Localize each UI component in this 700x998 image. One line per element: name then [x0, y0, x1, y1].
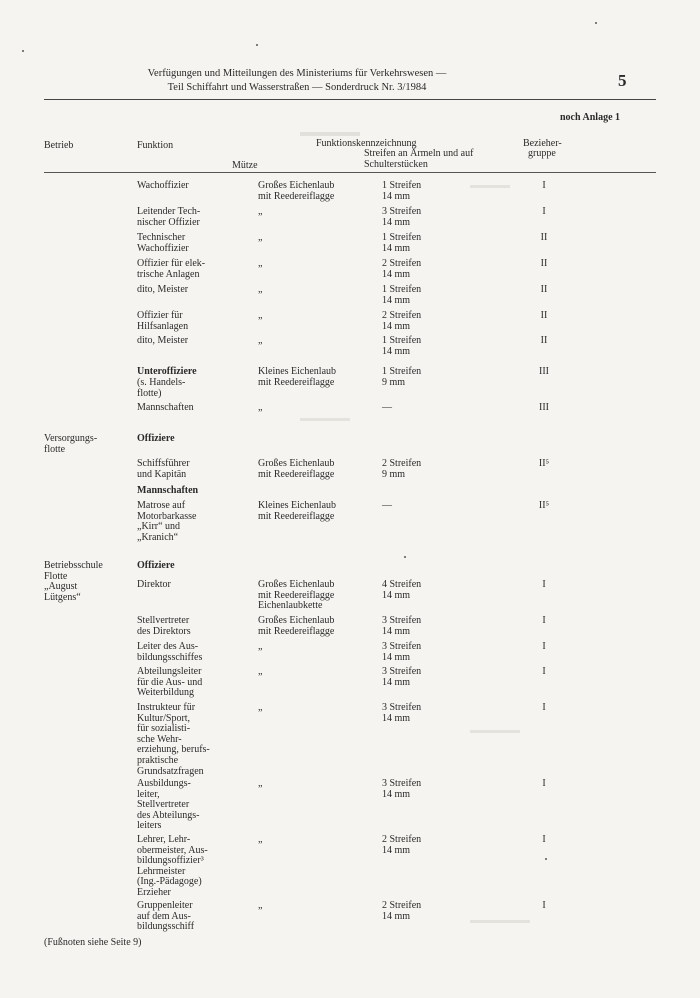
cell-bezieher-gruppe: II⁵	[538, 500, 550, 511]
cell-funktion: Direktor	[137, 579, 171, 590]
cell-mutze: „	[258, 284, 263, 295]
page-number: 5	[618, 71, 627, 90]
page-header-line-2: Teil Schiffahrt und Wasserstraßen — Sonderdruck Nr. 3/1984	[167, 82, 427, 93]
cell-funktion: Technischer Wachoffizier	[137, 232, 189, 254]
cell-bezieher-gruppe: I	[542, 579, 546, 590]
cell-bezieher-gruppe: I	[542, 641, 546, 652]
footnote: (Fußnoten siehe Seite 9)	[44, 937, 142, 948]
cell-mutze: Großes Eichenlaub mit Reedereiflagge	[258, 615, 335, 637]
header-rule	[44, 99, 656, 100]
dust-speck	[545, 858, 547, 860]
annex-label: noch Anlage 1	[560, 112, 621, 123]
cell-funktion: Ausbildungs- leiter, Stellvertreter des Abteilungs- leiters	[137, 778, 200, 832]
cell-mutze: „	[258, 402, 263, 413]
dust-speck	[256, 44, 258, 46]
column-header-bezieher-line-1: Bezieher-	[523, 138, 562, 149]
show-through-mark	[470, 920, 530, 923]
cell-funktion: Gruppenleiter auf dem Aus- bildungsschiff	[137, 900, 195, 933]
cell-funktion: Wachoffizier	[137, 180, 189, 191]
cell-betrieb: Versorgungs- flotte	[44, 433, 98, 455]
cell-streifen: 2 Streifen 14 mm	[382, 900, 422, 922]
cell-mutze: Großes Eichenlaub mit Reedereiflagge Eichenlaubkette	[258, 579, 335, 612]
cell-mutze: „	[258, 666, 263, 677]
cell-bezieher-gruppe: II	[540, 335, 548, 346]
cell-mutze: „	[258, 702, 263, 713]
column-header-streifen-line-1: Streifen an Ärmeln und auf	[364, 148, 474, 159]
cell-bezieher-gruppe: II	[540, 258, 548, 269]
cell-funktion: Offizier für Hilfsanlagen	[137, 310, 189, 332]
cell-mutze: „	[258, 900, 263, 911]
cell-betrieb: Betriebsschule Flotte „August Lütgens“	[44, 560, 103, 603]
cell-streifen: 1 Streifen 9 mm	[382, 366, 422, 388]
show-through-mark	[300, 418, 350, 421]
column-header-bezieher-line-2: gruppe	[528, 148, 556, 159]
column-header-kennzeichnung: Funktionskennzeichnung	[316, 138, 417, 149]
cell-streifen: 4 Streifen 14 mm	[382, 579, 422, 601]
cell-mutze: „	[258, 310, 263, 321]
cell-funktion: Leiter des Aus- bildungsschiffes	[137, 641, 203, 663]
column-header-funktion: Funktion	[137, 140, 174, 151]
cell-bezieher-gruppe: III	[539, 402, 549, 413]
cell-bezieher-gruppe: I	[542, 778, 546, 789]
column-header-mutze: Mütze	[232, 160, 258, 171]
show-through-mark	[300, 132, 360, 136]
cell-streifen: 3 Streifen 14 mm	[382, 206, 422, 228]
cell-funktion: Mannschaften	[137, 402, 194, 413]
cell-mutze: „	[258, 206, 263, 217]
show-through-mark	[470, 185, 510, 188]
cell-streifen: 1 Streifen 14 mm	[382, 335, 422, 357]
cell-mutze: Großes Eichenlaub mit Reedereiflagge	[258, 458, 335, 480]
cell-funktion: Leitender Tech- nischer Offizier	[137, 206, 201, 228]
cell-streifen: 3 Streifen 14 mm	[382, 666, 422, 688]
cell-streifen: 2 Streifen 14 mm	[382, 258, 422, 280]
cell-bezieher-gruppe: I	[542, 615, 546, 626]
cell-streifen: —	[382, 500, 392, 511]
dust-speck	[404, 556, 406, 558]
page-header-line-1: Verfügungen und Mitteilungen des Ministeriums für Verkehrswesen —	[147, 68, 447, 79]
cell-bezieher-gruppe: II	[540, 284, 548, 295]
cell-funktion: dito, Meister	[137, 335, 189, 346]
cell-funktion: Abteilungsleiter für die Aus- und Weiterbildung	[137, 666, 203, 699]
cell-funktion: Offizier für elek- trische Anlagen	[137, 258, 206, 280]
cell-streifen: 3 Streifen 14 mm	[382, 702, 422, 724]
cell-bezieher-gruppe: I	[542, 834, 546, 845]
cell-funktion: Schiffsführer und Kapitän	[137, 458, 190, 480]
cell-mutze: „	[258, 641, 263, 652]
cell-mutze: „	[258, 232, 263, 243]
cell-funktion-note: (s. Handels- flotte)	[137, 377, 186, 399]
cell-funktion: Instrukteur für Kultur/Sport, für sozialisti- sche Wehr- erziehung, berufs- praktische Grundsatzfragen	[137, 702, 210, 777]
cell-streifen: 2 Streifen 14 mm	[382, 310, 422, 332]
cell-funktion: Mannschaften	[137, 485, 199, 496]
cell-bezieher-gruppe: II	[540, 232, 548, 243]
cell-streifen: 1 Streifen 14 mm	[382, 284, 422, 306]
cell-bezieher-gruppe: I	[542, 702, 546, 713]
cell-streifen: 3 Streifen 14 mm	[382, 641, 422, 663]
cell-bezieher-gruppe: I	[542, 900, 546, 911]
cell-funktion: Offiziere	[137, 560, 175, 571]
cell-streifen: 2 Streifen 9 mm	[382, 458, 422, 480]
cell-mutze: „	[258, 834, 263, 845]
cell-bezieher-gruppe: I	[542, 206, 546, 217]
cell-funktion: dito, Meister	[137, 284, 189, 295]
cell-streifen: 1 Streifen 14 mm	[382, 180, 422, 202]
cell-mutze: Kleines Eichenlaub mit Reedereiflagge	[258, 366, 337, 388]
cell-bezieher-gruppe: II	[540, 310, 548, 321]
cell-streifen: 3 Streifen 14 mm	[382, 615, 422, 637]
cell-mutze: „	[258, 258, 263, 269]
dust-speck	[22, 50, 24, 52]
cell-funktion: Matrose auf Motorbarkasse „Kirr“ und „Kranich“	[137, 500, 197, 543]
cell-streifen: 1 Streifen 14 mm	[382, 232, 422, 254]
cell-funktion: Unteroffiziere	[137, 366, 197, 377]
cell-mutze: Großes Eichenlaub mit Reedereiflagge	[258, 180, 335, 202]
cell-bezieher-gruppe: II⁵	[538, 458, 550, 469]
cell-bezieher-gruppe: III	[539, 366, 549, 377]
cell-mutze: „	[258, 778, 263, 789]
cell-streifen: —	[382, 402, 392, 413]
cell-bezieher-gruppe: I	[542, 180, 546, 191]
cell-funktion: Stellvertreter des Direktors	[137, 615, 191, 637]
cell-funktion: Offiziere	[137, 433, 175, 444]
cell-streifen: 3 Streifen 14 mm	[382, 778, 422, 800]
column-header-rule	[44, 172, 656, 173]
cell-mutze: „	[258, 335, 263, 346]
cell-bezieher-gruppe: I	[542, 666, 546, 677]
cell-funktion: Lehrer, Lehr- obermeister, Aus- bildungsoffizier³ Lehrmeister (Ing.-Pädagoge) Erzieher	[137, 834, 208, 898]
show-through-mark	[470, 730, 520, 733]
dust-speck	[595, 22, 597, 24]
cell-streifen: 2 Streifen 14 mm	[382, 834, 422, 856]
column-header-streifen-line-2: Schulterstücken	[364, 159, 428, 170]
cell-mutze: Kleines Eichenlaub mit Reedereiflagge	[258, 500, 337, 522]
column-header-betrieb: Betrieb	[44, 140, 74, 151]
